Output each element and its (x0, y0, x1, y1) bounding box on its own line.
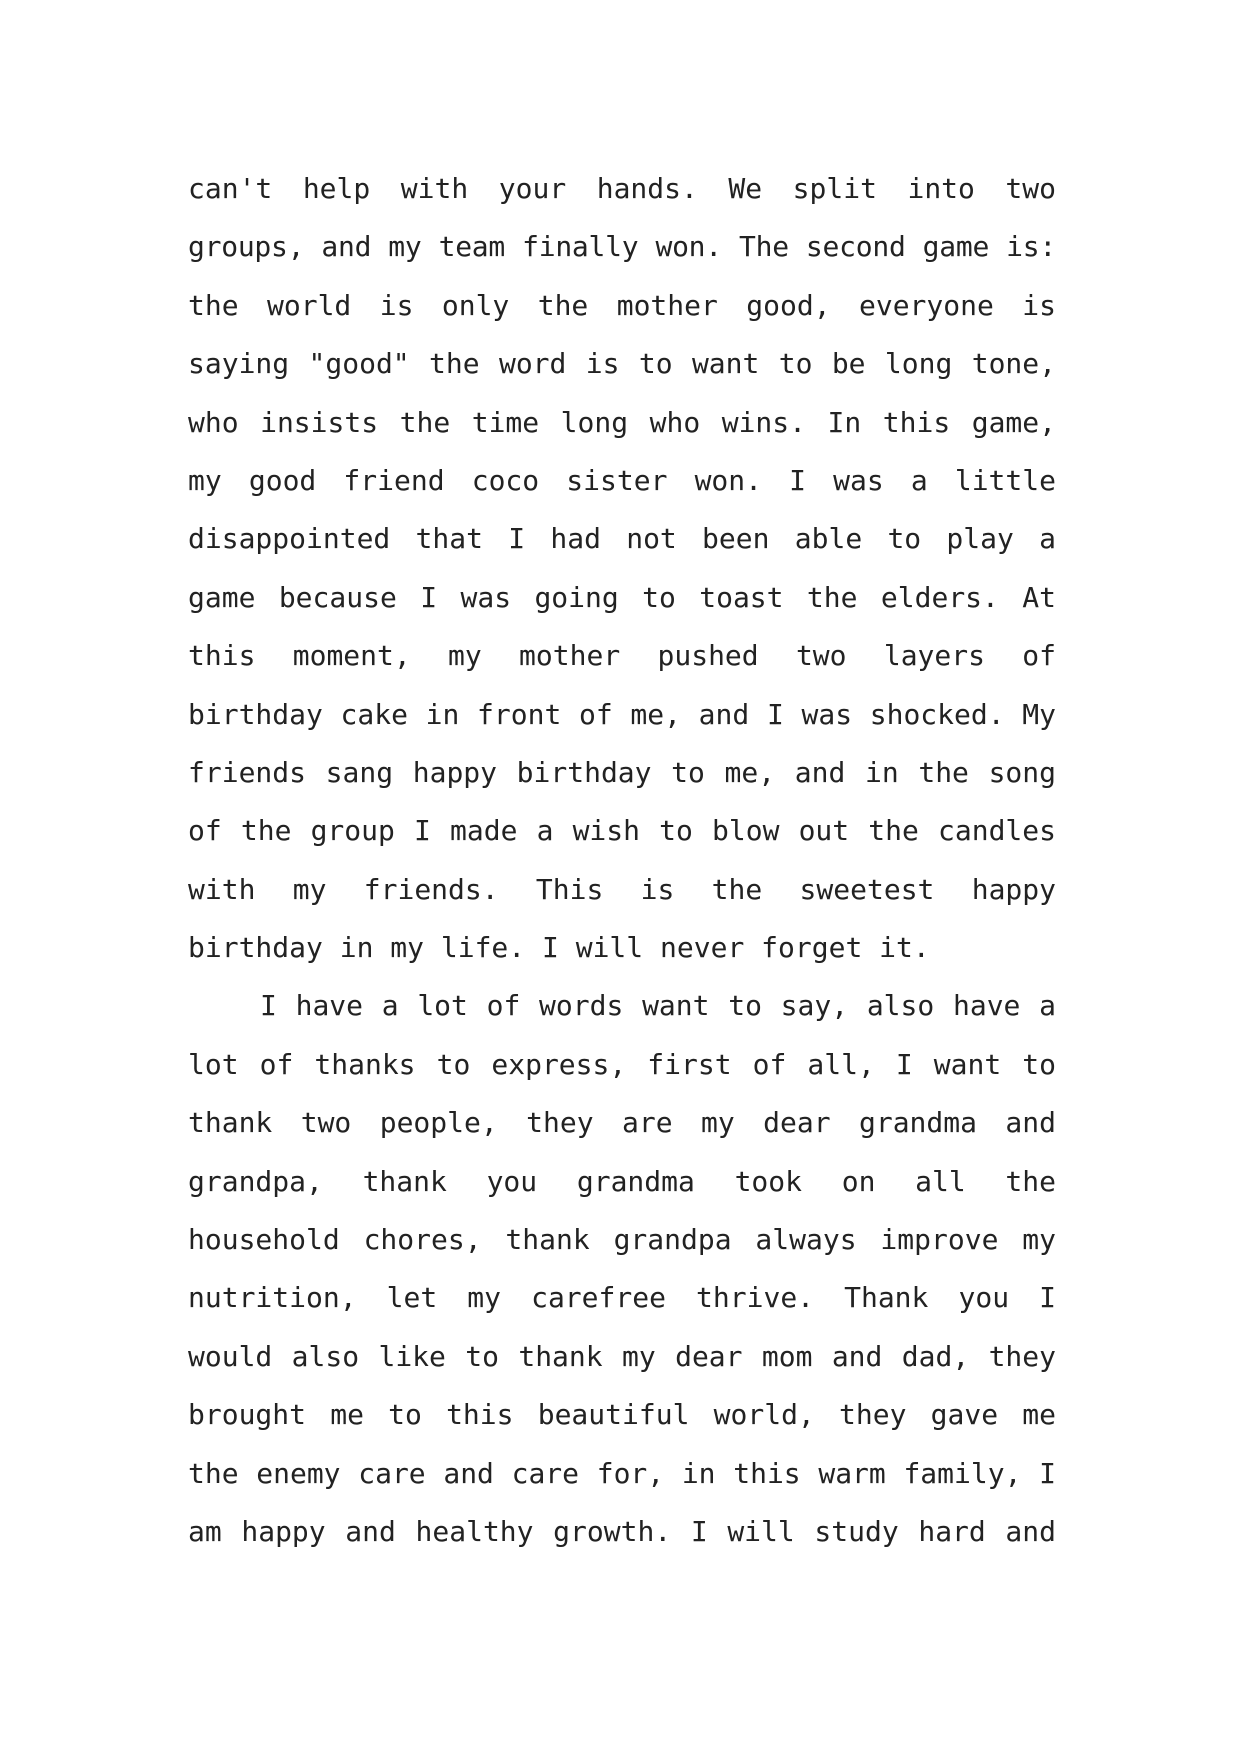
text-line: brought me to this beautiful world, they gave me (188, 1398, 1056, 1432)
paragraph-first-line: I have a lot of words want to say, also have a (260, 989, 1056, 1023)
text-line: game because I was going to toast the elders. At (188, 580, 1056, 614)
text-line: thank two people, they are my dear grandma and (188, 1106, 1056, 1140)
text-line: birthday in my life. I will never forget it. (188, 931, 930, 965)
text-line: nutrition, let my carefree thrive. Thank you I (188, 1281, 1056, 1315)
text-line: would also like to thank my dear mom and dad, they (188, 1339, 1056, 1373)
text-line: birthday cake in front of me, and I was shocked. My (188, 697, 1056, 731)
text-line: friends sang happy birthday to me, and in the song (188, 755, 1056, 789)
text-line: the world is only the mother good, everyone is (188, 288, 1056, 322)
text-line: this moment, my mother pushed two layers of (188, 639, 1056, 673)
text-line: who insists the time long who wins. In this game, (188, 405, 1056, 439)
text-line: am happy and healthy growth. I will study hard and (188, 1514, 1056, 1548)
text-line: with my friends. This is the sweetest happy (188, 872, 1056, 906)
body-text (188, 160, 1056, 1561)
text-line: saying "good" the word is to want to be long tone, (188, 347, 1056, 381)
text-line: grandpa, thank you grandma took on all the (188, 1164, 1056, 1198)
text-line: the enemy care and care for, in this warm family, I (188, 1456, 1056, 1490)
text-line: of the group I made a wish to blow out the candles (188, 814, 1056, 848)
text-line: lot of thanks to express, first of all, I want to (188, 1047, 1056, 1081)
text-line: can't help with your hands. We split into two (188, 172, 1056, 205)
text-line: disappointed that I had not been able to play a (188, 522, 1056, 556)
text-line: groups, and my team finally won. The second game is: (188, 230, 1056, 264)
text-line: household chores, thank grandpa always improve my (188, 1223, 1056, 1257)
text-line: my good friend coco sister won. I was a little (188, 463, 1056, 497)
